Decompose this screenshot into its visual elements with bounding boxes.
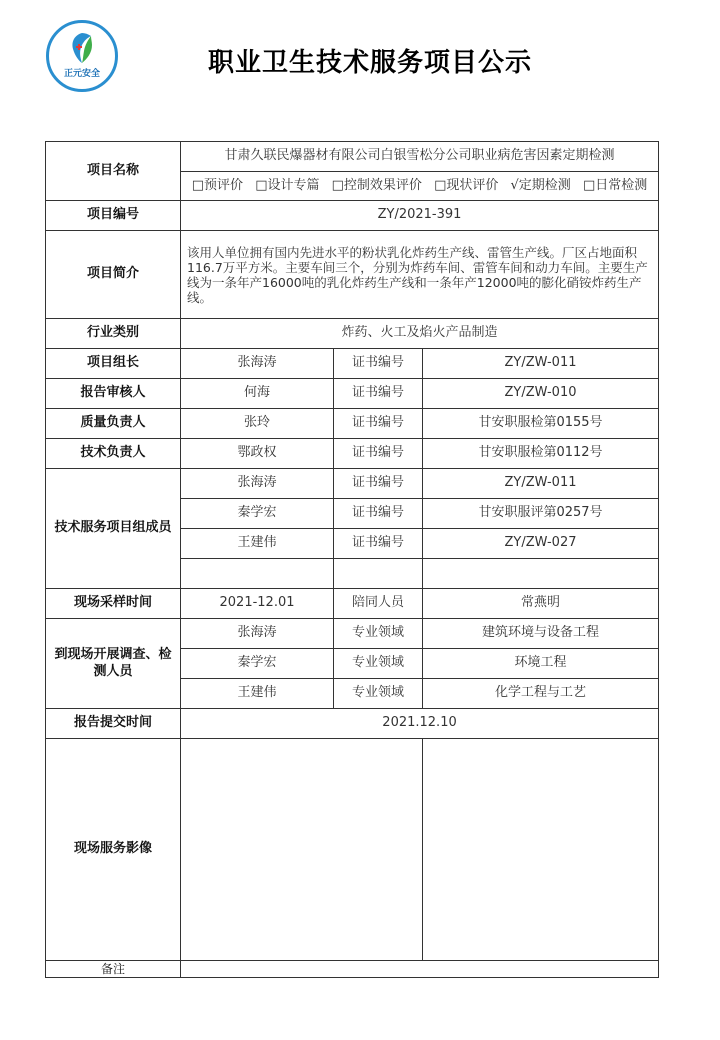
onsite-staff-name: 秦学宏 [181, 649, 334, 679]
member-cert: ZY/ZW-027 [423, 529, 659, 559]
member-cert: 甘安职服评第0257号 [423, 499, 659, 529]
table-row [46, 469, 659, 499]
reviewer-name: 何海 [181, 379, 334, 409]
project-name-value: 甘肃久联民爆器材有限公司白银雪松分公司职业病危害因素定期检测 [181, 142, 659, 172]
project-info-table [45, 141, 659, 978]
remarks-label: 备注 [46, 961, 181, 978]
quality-lead-label: 质量负责人 [46, 409, 181, 439]
table-row [46, 409, 659, 439]
type-checkbox-periodic-detection[interactable]: √定期检测 [510, 177, 571, 193]
onsite-staff-field: 建筑环境与设备工程 [423, 619, 659, 649]
cert-no-label: 证书编号 [334, 439, 423, 469]
table-row [46, 319, 659, 349]
onsite-image-slot [423, 739, 659, 961]
table-row [46, 619, 659, 649]
tech-lead-cert: 甘安职服检第0112号 [423, 439, 659, 469]
project-intro-value: 该用人单位拥有国内先进水平的粉状乳化炸药生产线、雷管生产线。厂区占地面积116.7万平方米。主要车间三个，分别为炸药车间、雷管车间和动力车间。主要生产线为一条年产16000吨的乳化炸药生产线和一条年产12000吨的膨化硝铵炸药生产线。 [181, 231, 659, 319]
onsite-image-slot [181, 739, 423, 961]
industry-label: 行业类别 [46, 319, 181, 349]
logo-text: 正元安全 [63, 69, 100, 79]
member-name: 张海涛 [181, 469, 334, 499]
table-row [46, 589, 659, 619]
onsite-staff-label: 到现场开展调查、检测人员 [46, 619, 181, 709]
tech-lead-label: 技术负责人 [46, 439, 181, 469]
table-row [46, 961, 659, 978]
cert-no-label: 证书编号 [334, 349, 423, 379]
project-no-label: 项目编号 [46, 201, 181, 231]
reviewer-label: 报告审核人 [46, 379, 181, 409]
companion-label: 陪同人员 [334, 589, 423, 619]
remarks-value [181, 961, 659, 978]
cert-no-label: 证书编号 [334, 529, 423, 559]
onsite-staff-name: 张海涛 [181, 619, 334, 649]
industry-value: 炸药、火工及焰火产品制造 [181, 319, 659, 349]
type-checkbox-control-effect[interactable]: □控制效果评价 [331, 177, 422, 193]
sampling-time-label: 现场采样时间 [46, 589, 181, 619]
reviewer-cert: ZY/ZW-010 [423, 379, 659, 409]
onsite-staff-field: 环境工程 [423, 649, 659, 679]
tech-lead-name: 鄂政权 [181, 439, 334, 469]
field-label: 专业领域 [334, 619, 423, 649]
onsite-images-label: 现场服务影像 [46, 739, 181, 961]
type-checkbox-daily-detection[interactable]: □日常检测 [582, 177, 648, 193]
field-label: 专业领域 [334, 649, 423, 679]
table-row [46, 709, 659, 739]
quality-lead-cert: 甘安职服检第0155号 [423, 409, 659, 439]
member-name: 王建伟 [181, 529, 334, 559]
member-cert: ZY/ZW-011 [423, 469, 659, 499]
project-type-checklist [181, 172, 659, 201]
table-row [46, 349, 659, 379]
type-checkbox-pre-evaluation[interactable]: □预评价 [191, 177, 244, 193]
project-name-label: 项目名称 [46, 142, 181, 201]
cert-no-label: 证书编号 [334, 469, 423, 499]
submit-date: 2021.12.10 [181, 709, 659, 739]
onsite-staff-name: 王建伟 [181, 679, 334, 709]
table-row [46, 379, 659, 409]
project-no-value: ZY/2021-391 [181, 201, 659, 231]
project-intro-label: 项目简介 [46, 231, 181, 319]
empty-cell [334, 559, 423, 589]
table-row [46, 201, 659, 231]
type-checkbox-status-evaluation[interactable]: □现状评价 [434, 177, 499, 193]
companion-name: 常燕明 [423, 589, 659, 619]
table-row [46, 142, 659, 172]
cert-no-label: 证书编号 [334, 379, 423, 409]
table-row [46, 739, 659, 961]
submit-time-label: 报告提交时间 [46, 709, 181, 739]
team-leader-cert: ZY/ZW-011 [423, 349, 659, 379]
team-members-label: 技术服务项目组成员 [46, 469, 181, 589]
type-checkbox-design[interactable]: □设计专篇 [255, 177, 320, 193]
table-row [46, 231, 659, 319]
empty-cell [181, 559, 334, 589]
empty-cell [423, 559, 659, 589]
onsite-staff-field: 化学工程与工艺 [423, 679, 659, 709]
team-leader-name: 张海涛 [181, 349, 334, 379]
sampling-date: 2021-12.01 [181, 589, 334, 619]
page-title: 职业卫生技术服务项目公示 [207, 48, 532, 78]
quality-lead-name: 张玲 [181, 409, 334, 439]
cert-no-label: 证书编号 [334, 499, 423, 529]
member-name: 秦学宏 [181, 499, 334, 529]
cert-no-label: 证书编号 [334, 409, 423, 439]
table-row [46, 439, 659, 469]
team-leader-label: 项目组长 [46, 349, 181, 379]
field-label: 专业领域 [334, 679, 423, 709]
